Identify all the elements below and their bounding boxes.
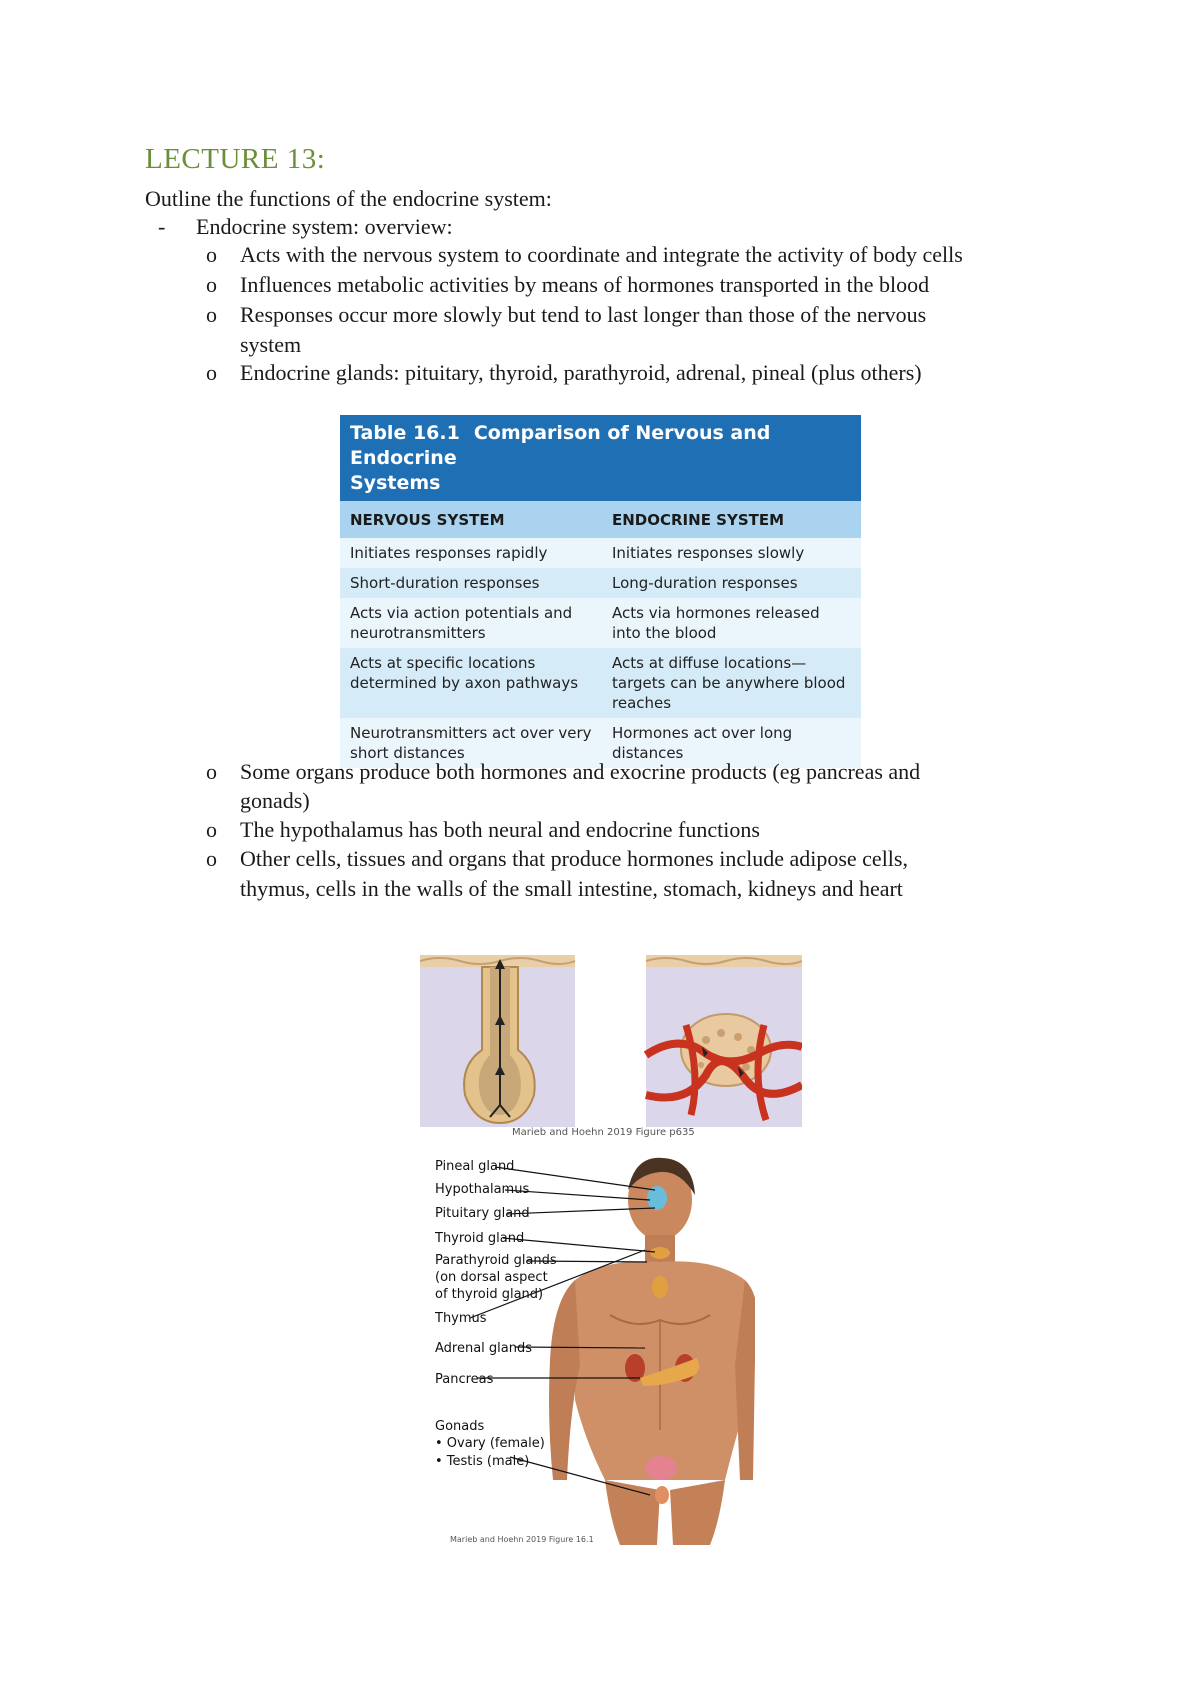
label-ovary: • Ovary (female) bbox=[435, 1436, 545, 1451]
table-cell: Acts via hormones released into the blood bbox=[612, 604, 820, 642]
table-number: Table 16.1 bbox=[350, 422, 460, 444]
bullet-marker: o bbox=[206, 846, 217, 871]
exocrine-gland-panel bbox=[420, 955, 575, 1127]
comparison-table bbox=[340, 415, 861, 768]
label-pituitary-gland: Pituitary gland bbox=[435, 1206, 530, 1221]
label-gonads: Gonads bbox=[435, 1419, 485, 1434]
label-testis: • Testis (male) bbox=[435, 1454, 530, 1469]
table-title bbox=[340, 415, 861, 501]
gland-comparison-figure bbox=[420, 955, 802, 1138]
table-row bbox=[340, 538, 861, 568]
label-adrenal-glands: Adrenal glands bbox=[435, 1341, 533, 1356]
table-row bbox=[340, 568, 861, 598]
endocrine-organs-figure bbox=[435, 1150, 755, 1550]
table-cell: Acts via action potentials and neurotransmitters bbox=[350, 604, 573, 642]
bullet-item-continuation: system bbox=[240, 332, 302, 357]
label-thyroid-gland: Thyroid gland bbox=[435, 1231, 525, 1246]
figure2-caption: Marieb and Hoehn 2019 Figure 16.1 bbox=[450, 1535, 594, 1544]
bullet-marker: o bbox=[206, 272, 217, 297]
dash-marker: - bbox=[158, 214, 166, 239]
table-row bbox=[340, 598, 861, 648]
bullet-item-continuation: thymus, cells in the walls of the small intestine, stomach, kidneys and heart bbox=[240, 876, 903, 901]
table-cell: Acts at diffuse locations—targets can be anywhere blood reaches bbox=[612, 654, 846, 712]
table-cell: Long-duration responses bbox=[612, 574, 798, 592]
bullet-marker: o bbox=[206, 360, 217, 385]
bullet-item: Influences metabolic activities by means of hormones transported in the blood bbox=[240, 272, 930, 297]
bullet-marker: o bbox=[206, 759, 217, 784]
lecture-title: LECTURE 13: bbox=[145, 143, 326, 175]
label-parathyroid-note: of thyroid gland) bbox=[435, 1287, 544, 1302]
dash-item: Endocrine system: overview: bbox=[196, 214, 453, 239]
table-row bbox=[340, 648, 861, 718]
intro-text: Outline the functions of the endocrine system: bbox=[145, 186, 552, 211]
label-pancreas: Pancreas bbox=[435, 1372, 494, 1387]
label-thymus: Thymus bbox=[435, 1311, 487, 1326]
table-col-header: ENDOCRINE SYSTEM bbox=[612, 511, 785, 529]
bullet-item: The hypothalamus has both neural and endocrine functions bbox=[240, 817, 760, 842]
table-col-header: NERVOUS SYSTEM bbox=[350, 511, 505, 529]
table-cell: Short-duration responses bbox=[350, 574, 540, 592]
bullet-item: Responses occur more slowly but tend to last longer than those of the nervous bbox=[240, 302, 927, 327]
figure1-caption: Marieb and Hoehn 2019 Figure p635 bbox=[512, 1127, 695, 1138]
bullet-marker: o bbox=[206, 302, 217, 327]
table-cell: Neurotransmitters act over very short distances bbox=[350, 724, 592, 762]
label-parathyroid-glands: Parathyroid glands bbox=[435, 1253, 557, 1268]
bullet-marker: o bbox=[206, 242, 217, 267]
bullet-item: Endocrine glands: pituitary, thyroid, parathyroid, adrenal, pineal (plus others) bbox=[240, 360, 922, 385]
label-hypothalamus: Hypothalamus bbox=[435, 1182, 530, 1197]
human-body bbox=[549, 1158, 755, 1545]
gland-illustration bbox=[420, 955, 802, 1130]
table-cell: Initiates responses slowly bbox=[612, 544, 805, 562]
table-title-line2: Systems bbox=[350, 472, 441, 494]
table-title-line1: Comparison of Nervous and Endocrine bbox=[350, 422, 771, 469]
bullet-item: Other cells, tissues and organs that produce hormones include adipose cells, bbox=[240, 846, 908, 871]
table-cell: Hormones act over long distances bbox=[612, 724, 793, 762]
bullet-marker: o bbox=[206, 817, 217, 842]
endocrine-gland-panel bbox=[646, 955, 802, 1127]
table-cell: Initiates responses rapidly bbox=[350, 544, 548, 562]
bullet-item: Some organs produce both hormones and exocrine products (eg pancreas and bbox=[240, 759, 921, 784]
label-pineal-gland: Pineal gland bbox=[435, 1159, 515, 1174]
label-parathyroid-note: (on dorsal aspect bbox=[435, 1270, 548, 1285]
table-cell: Acts at specific locations determined by axon pathways bbox=[350, 654, 579, 692]
bullet-item: Acts with the nervous system to coordinate and integrate the activity of body cells bbox=[240, 242, 963, 267]
table-header-row bbox=[340, 501, 861, 538]
bullet-item-continuation: gonads) bbox=[240, 788, 310, 813]
